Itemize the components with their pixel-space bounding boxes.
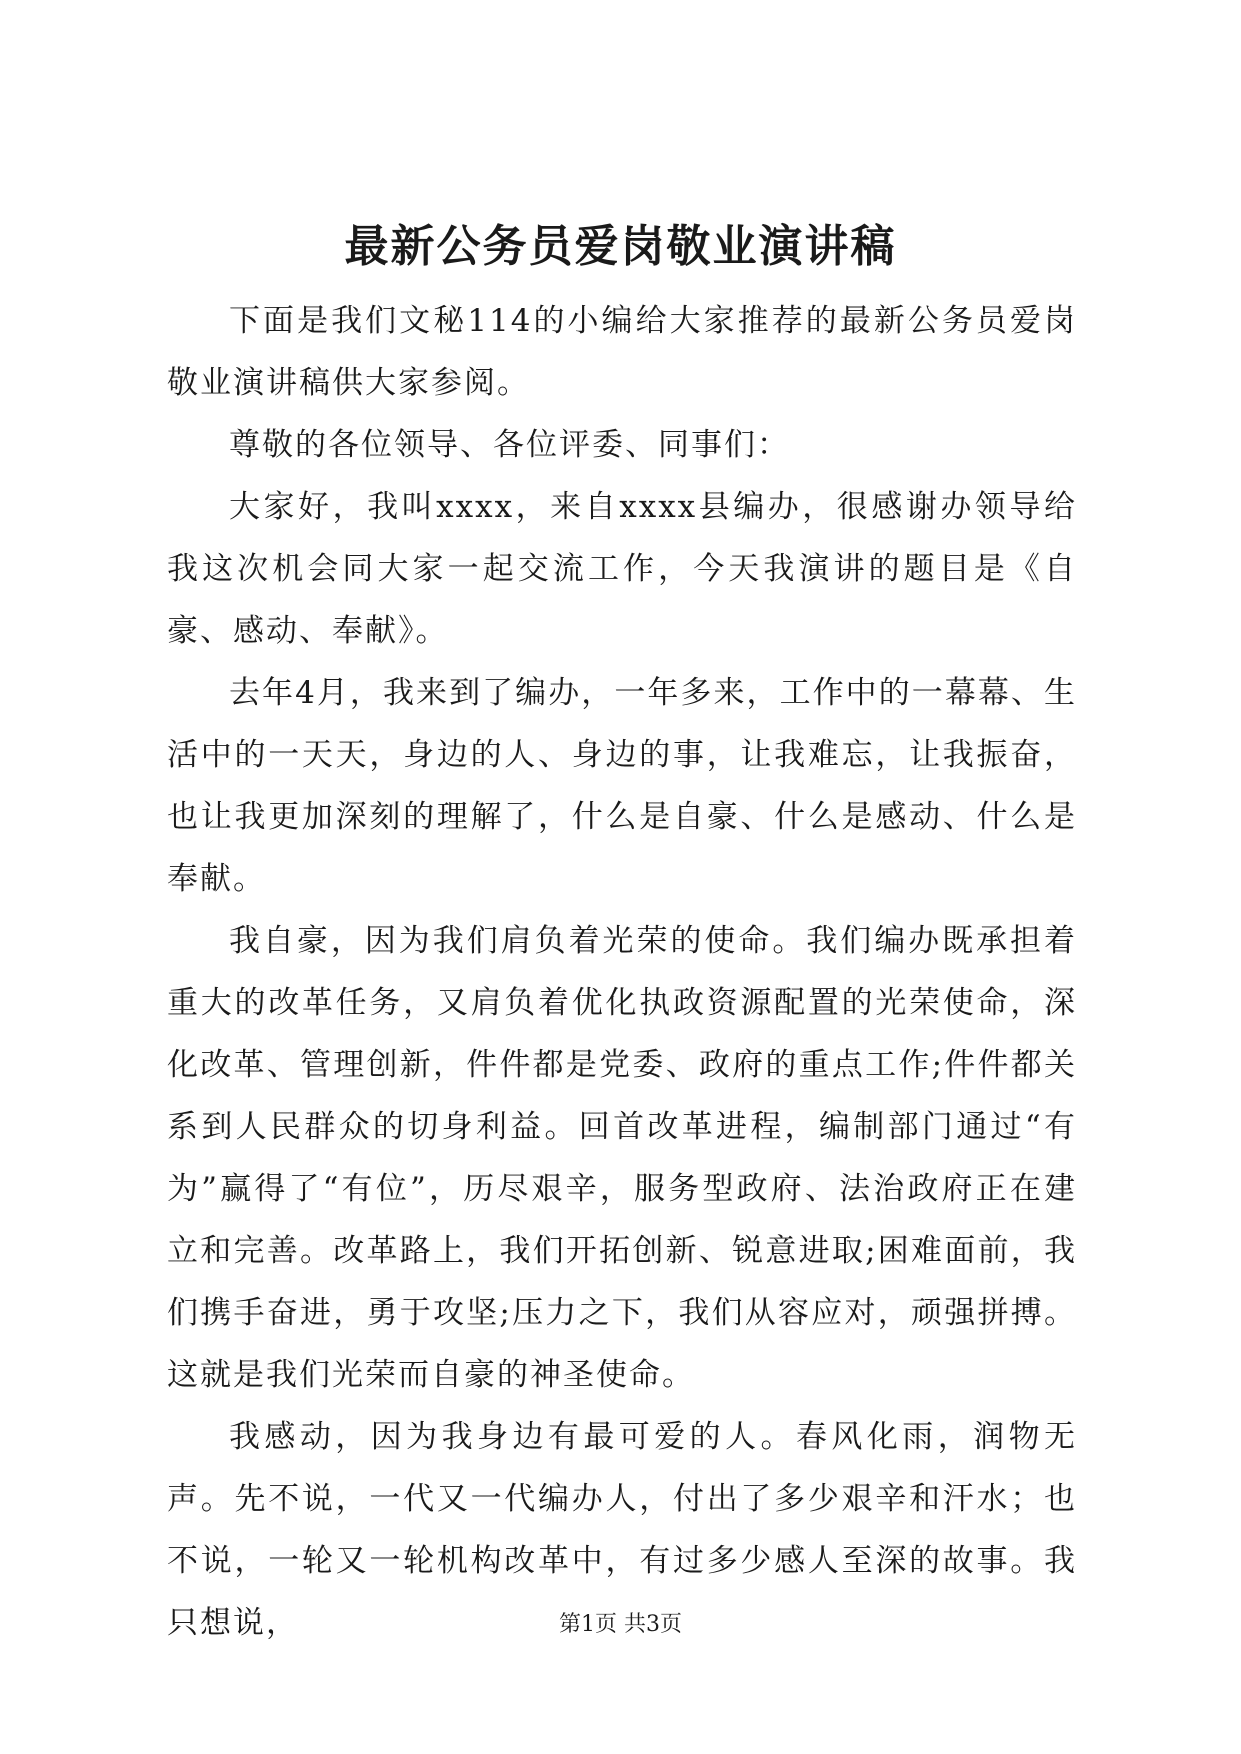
paragraph-touched: 我感动，因为我身边有最可爱的人。春风化雨，润物无声。先不说，一代又一代编办人，付出了多少艰辛和汗水；也不说，一轮又一轮机构改革中，有过多少感人至深的故事。我只想说， bbox=[167, 1419, 1077, 1641]
paragraph-pride: 我自豪，因为我们肩负着光荣的使命。我们编办既承担着重大的改革任务，又肩负着优化执政资源配置的光荣使命，深化改革、管理创新，件件都是党委、政府的重点工作;件件都关系到人民群众的切身利益。回首改革进程，编制部门通过“有为”赢得了“有位”，历尽艰辛，服务型政府、法治政府正在建立和完善。改革路上，我们开拓创新、锐意进取;困难面前，我们携手奋进，勇于攻坚;压力之下，我们从容应对，顽强拼搏。这就是我们光荣而自豪的神圣使命。 bbox=[167, 923, 1077, 1393]
paragraph-greeting: 大家好，我叫xxxx，来自xxxx县编办，很感谢办领导给我这次机会同大家一起交流工作，今天我演讲的题目是《自豪、感动、奉献》。 bbox=[167, 489, 1077, 649]
document-title: 最新公务员爱岗敬业演讲稿 bbox=[344, 221, 897, 272]
paragraph-salutation: 尊敬的各位领导、各位评委、同事们： bbox=[229, 427, 790, 463]
document-body bbox=[167, 290, 1077, 1654]
paragraph-arrival: 去年4月，我来到了编办，一年多来，工作中的一幕幕、生活中的一天天，身边的人、身边的事，让我难忘，让我振奋，也让我更加深刻的理解了，什么是自豪、什么是感动、什么是奉献。 bbox=[167, 675, 1077, 897]
page-number-footer: 第1页 共3页 bbox=[559, 1612, 682, 1637]
paragraph-intro: 下面是我们文秘114的小编给大家推荐的最新公务员爱岗敬业演讲稿供大家参阅。 bbox=[167, 303, 1077, 401]
